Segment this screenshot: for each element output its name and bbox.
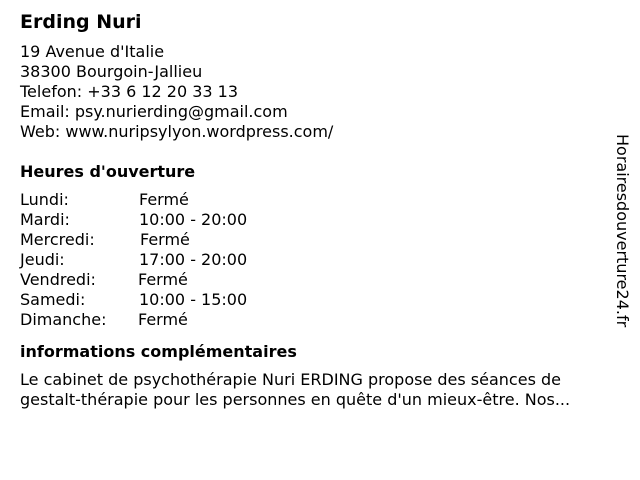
contact-block [20,42,610,142]
address-line-1: 19 Avenue d'Italie [20,42,165,61]
hours-time: 17:00 - 20:00 [139,250,248,269]
business-name: Erding Nuri [20,11,142,33]
hours-day: Samedi: [20,290,86,309]
hours-row [20,250,610,270]
hours-time: 10:00 - 15:00 [139,290,248,309]
description [20,370,610,410]
description-line-2: gestalt-thérapie pour les personnes en quête d'un mieux-être. Nos... [20,390,571,409]
hours-row [20,270,610,290]
hours-day: Mardi: [20,210,70,229]
description-line-1: Le cabinet de psychothérapie Nuri ERDING propose des séances de [20,370,561,389]
phone-text: Telefon: +33 6 12 20 33 13 [20,82,239,101]
hours-table [20,190,610,330]
email-text: Email: psy.nurierding@gmail.com [20,102,288,121]
hours-time: 10:00 - 20:00 [139,210,248,229]
address-line-2: 38300 Bourgoin-Jallieu [20,62,203,81]
hours-row [20,190,610,210]
hours-day: Lundi: [20,190,69,209]
website-text: Web: www.nuripsylyon.wordpress.com/ [20,122,334,141]
hours-day: Mercredi: [20,230,95,249]
brand-text: Horairesdouverture24.fr [613,134,632,328]
site-brand-vertical [610,134,634,344]
hours-row [20,310,610,330]
hours-title: Heures d'ouverture [20,162,196,181]
hours-day: Vendredi: [20,270,96,289]
hours-time: Fermé [140,230,190,249]
hours-day: Jeudi: [20,250,65,269]
hours-time: Fermé [138,310,188,329]
info-title: informations complémentaires [20,342,297,361]
hours-time: Fermé [138,270,188,289]
hours-row [20,290,610,310]
hours-row [20,210,610,230]
hours-row [20,230,610,250]
hours-time: Fermé [139,190,189,209]
hours-day: Dimanche: [20,310,107,329]
business-card [20,10,610,410]
